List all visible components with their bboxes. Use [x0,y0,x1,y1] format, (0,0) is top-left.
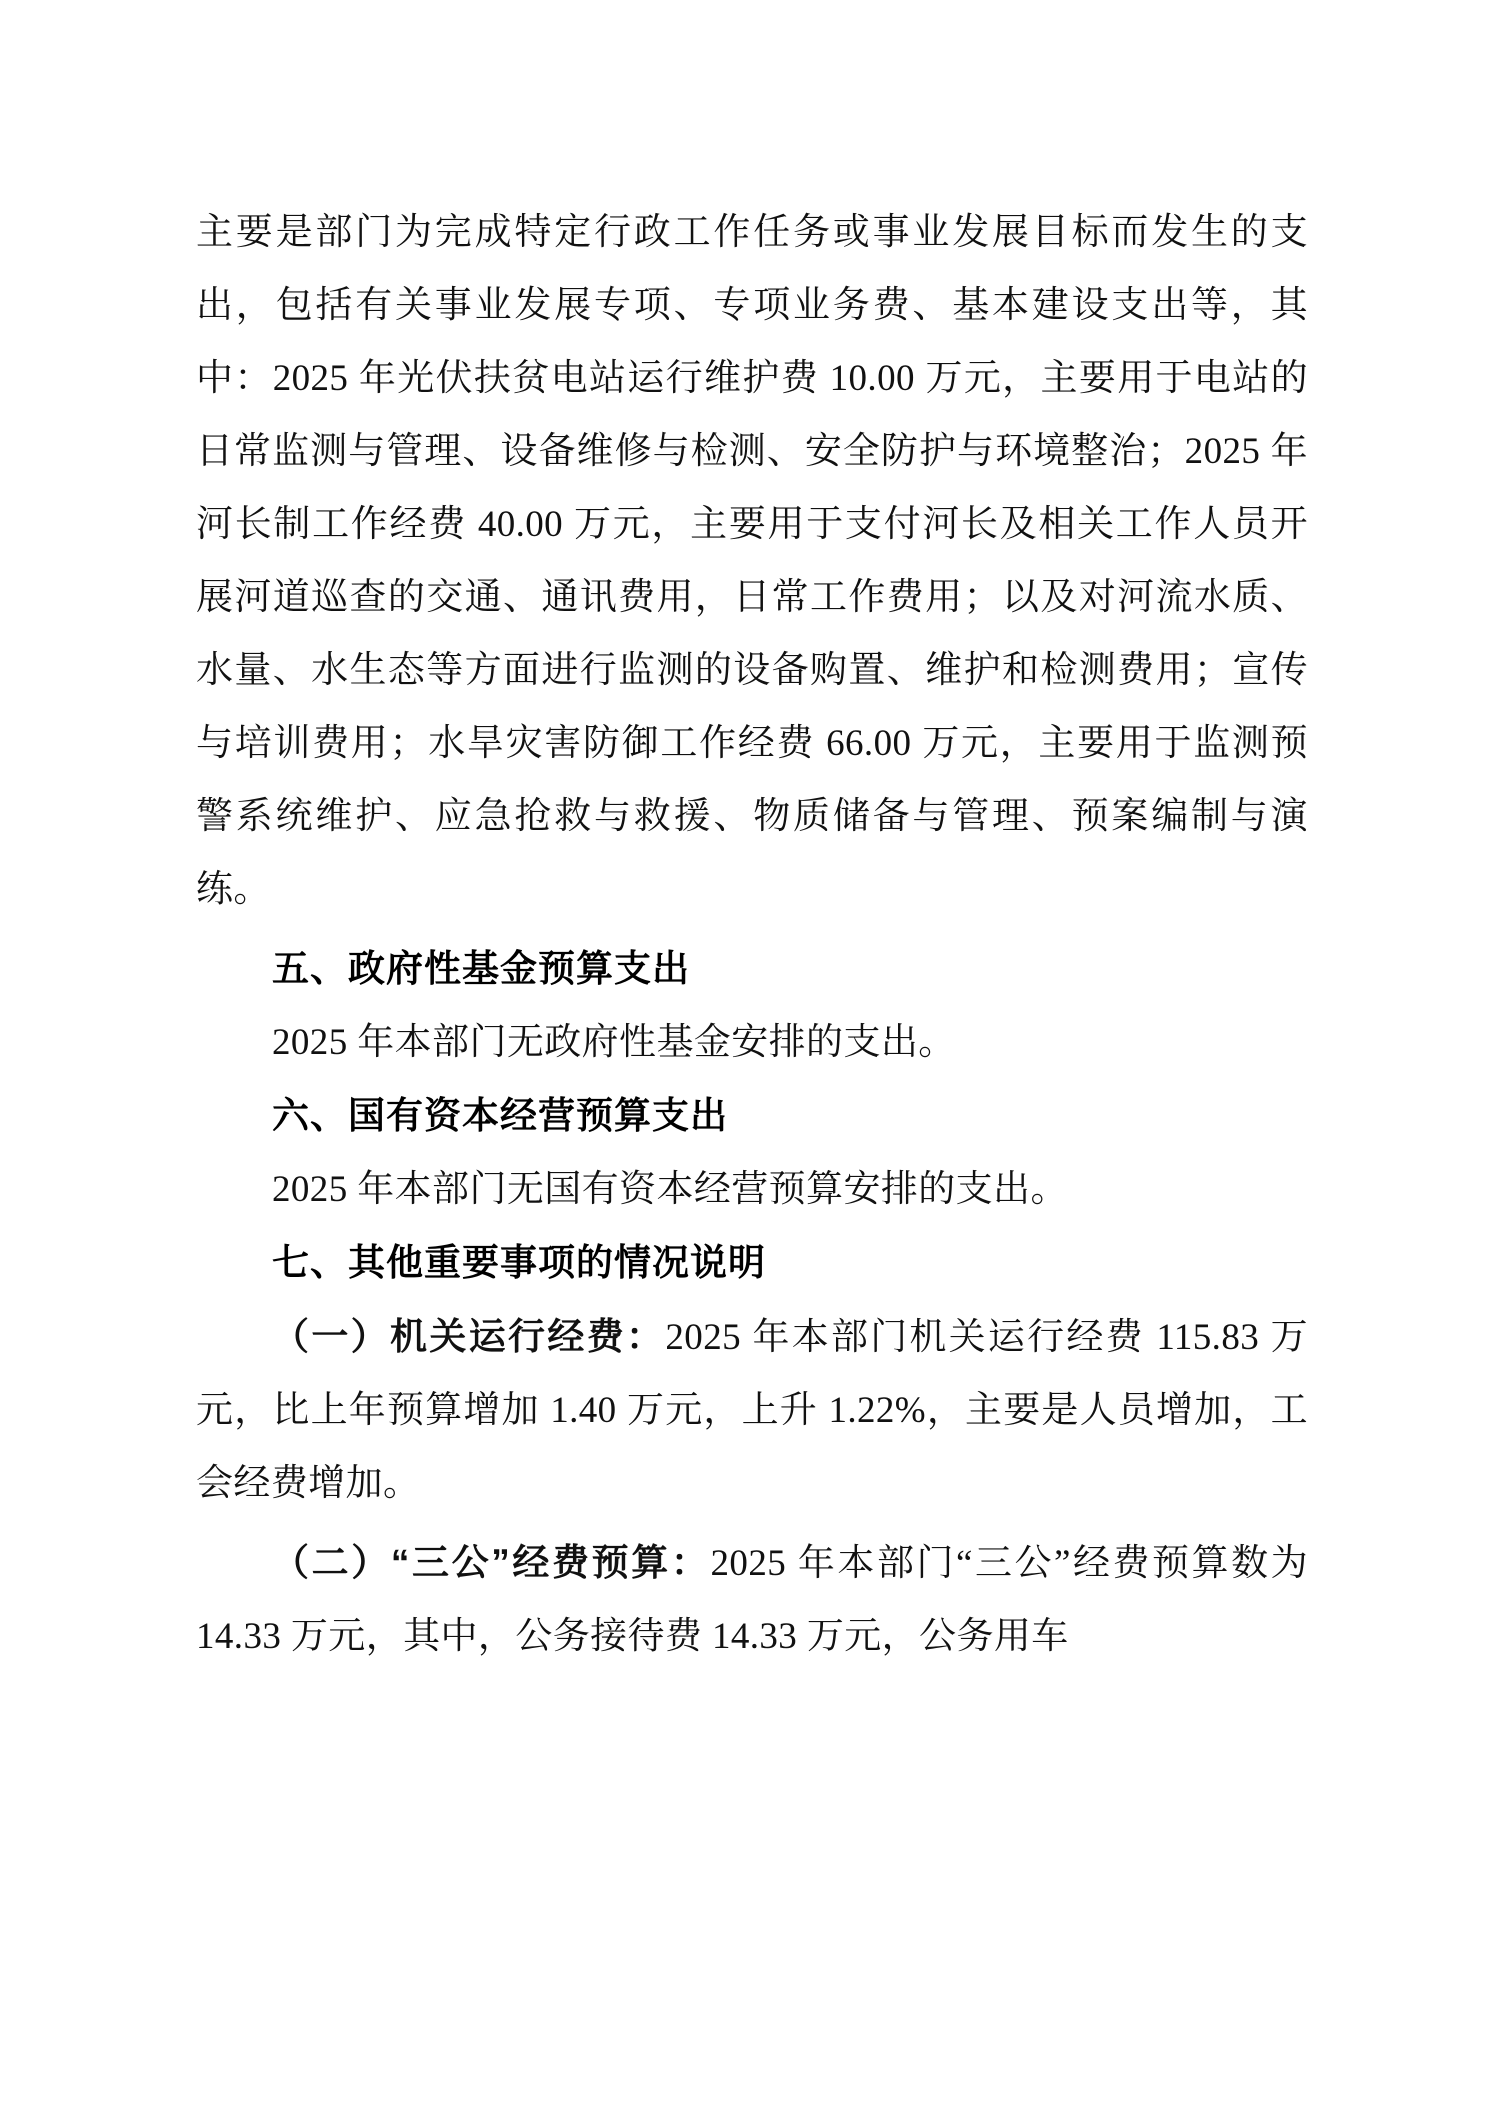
item-two-text: 2025 年本部门“三公”经费预算数为 14.33 万元，其中，公务接待费 14.33 万元，公务用车 [196,1543,1309,1657]
heading-section-six: 六、国有资本经营预算支出 [272,1095,728,1136]
paragraph-item-one [196,1300,1308,1520]
paragraph-item-two [196,1526,1308,1673]
paragraph-section-six: 2025 年本部门无国有资本经营预算安排的支出。 [272,1169,1068,1210]
item-two-label: （二）“三公”经费预算： [272,1542,711,1583]
item-one-label: （一）机关运行经费： [272,1316,666,1357]
heading-section-seven: 七、其他重要事项的情况说明 [272,1242,766,1283]
item-one-text: 2025 年本部门机关运行经费 115.83 万元，比上年预算增加 1.40 万元，上升 1.22%，主要是人员增加，工会经费增加。 [196,1317,1309,1504]
paragraph-intro: 主要是部门为完成特定行政工作任务或事业发展目标而发生的支出，包括有关事业发展专项、专项业务费、基本建设支出等，其中：2025 年光伏扶贫电站运行维护费 10.00 万元，主要用于电站的日常监测与管理、设备维修与检测、安全防护与环境整治；2025 年河长制工作经费 40.00 万元，主要用于支付河长及相关工作人员开展河道巡查的交通、通讯费用，日常工作费用；以及对河流水质、水量、水生态等方面进行监测的设备购置、维护和检测费用；宣传与培训费用；水旱灾害防御工作经费 66.00 万元，主要用于监测预警系统维护、应急抢救与救援、物质储备与管理、预案编制与演练。 [196,212,1308,910]
paragraph-section-five: 2025 年本部门无政府性基金安排的支出。 [272,1022,956,1063]
heading-section-five: 五、政府性基金预算支出 [272,948,690,989]
